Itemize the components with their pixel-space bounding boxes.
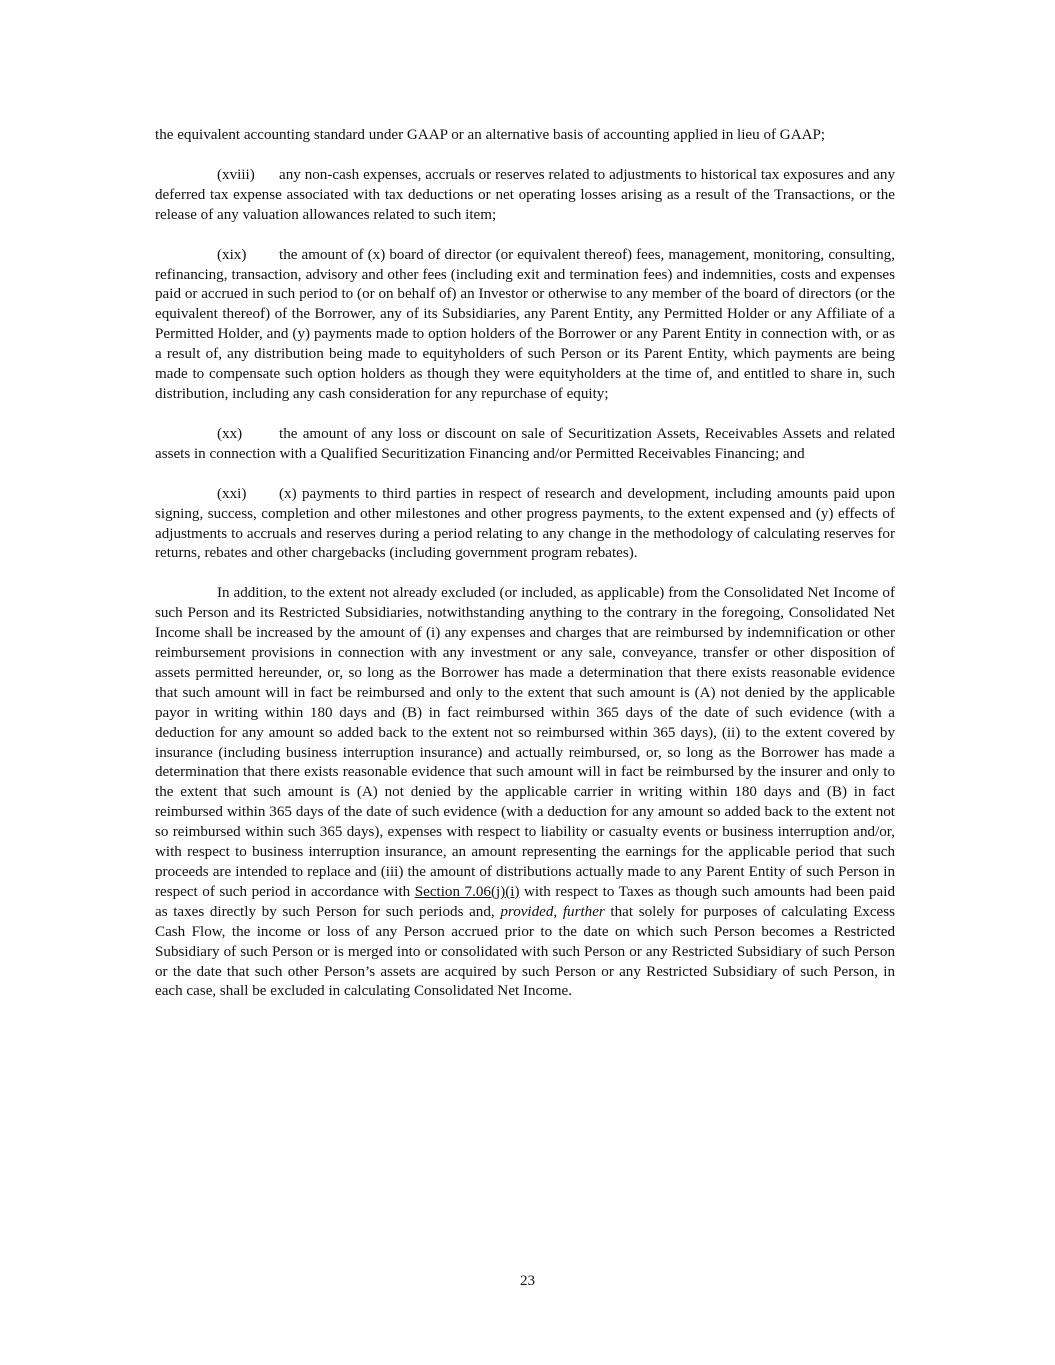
proviso-italic: provided, further	[500, 903, 605, 920]
clause-text: the amount of (x) board of director (or equivalent thereof) fees, management, monitoring, consulting, refinancing, transaction, advisory and other fees (including exit and termination fees) and indemnities, costs and expenses paid or accrued in such period to (or on behalf of) an Investor or otherwise to any member of the board of directors (or the equivalent thereof) of the Borrower, any of its Subsidiaries, any Parent Entity, any Permitted Holder or any Affiliate of a Permitted Holder, and (y) payments made to option holders of the Borrower or any Parent Entity in connection with, or as a result of, any distribution being made to equityholders of such Person or its Parent Entity, which payments are being made to compensate such option holders as though they were equityholders at the time of, and entitled to share in, such distribution, including any cash consideration for any repurchase of equity;	[155, 246, 895, 402]
clause-xxi	[155, 485, 895, 565]
clause-number: (xxi)	[217, 485, 247, 502]
clause-number: (xix)	[217, 246, 247, 263]
addition-text-2: with respect to Taxes as though such amounts had been paid as taxes directly by such Person for such periods and,	[155, 883, 895, 920]
addition-text-3: that solely for purposes of calculating Excess Cash Flow, the income or loss of any Person accrued prior to the date on which such Person becomes a Restricted Subsidiary of such Person or is merged into or consolidated with such Person or any Restricted Subsidiary of such Person or the date that such other Person’s assets are acquired by such Person or any Restricted Subsidiary of such Person, in each case, shall be excluded in calculating Consolidated Net Income.	[155, 903, 895, 1000]
addition-text-1: In addition, to the extent not already excluded (or included, as applicable) from the Consolidated Net Income of such Person and its Restricted Subsidiaries, notwithstanding anything to the contrary in the foregoing, Consolidated Net Income shall be increased by the amount of (i) any expenses and charges that are reimbursed by indemnification or other reimbursement provisions in connection with any investment or any sale, conveyance, transfer or other disposition of assets permitted hereunder, or, so long as the Borrower has made a determination that there exists reasonable evidence that such amount will in fact be reimbursed and only to the extent that such amount is (A) not denied by the applicable payor in writing within 180 days and (B) in fact reimbursed within 365 days of the date of such evidence (with a deduction for any amount so added back to the extent not so reimbursed within 365 days), (ii) to the extent covered by insurance (including business interruption insurance) and actually reimbursed, or, so long as the Borrower has made a determination that there exists reasonable evidence that such amount will in fact be reimbursed by the insurer and only to the extent that such amount is (A) not denied by the applicable carrier in writing within 180 days and (B) in fact reimbursed within 365 days of the date of such evidence (with a deduction for any amount so added back to the extent not so reimbursed within such 365 days), expenses with respect to liability or casualty events or business interruption and/or, with respect to business interruption insurance, an amount representing the earnings for the applicable period that such proceeds are intended to replace and (iii) the amount of distributions actually made to any Parent Entity of such Person in respect of such period in accordance with	[155, 585, 895, 900]
continuation-paragraph: the equivalent accounting standard under GAAP or an alternative basis of accounting applied in lieu of GAAP;	[155, 127, 826, 143]
document-body	[155, 126, 895, 1002]
clause-xviii	[155, 166, 895, 226]
clause-text: the amount of any loss or discount on sale of Securitization Assets, Receivables Assets and related assets in connection with a Qualified Securitization Financing and/or Permitted Receivables Financing; and	[155, 425, 895, 462]
clause-number: (xviii)	[217, 166, 255, 183]
clause-text: (x) payments to third parties in respect of research and development, including amounts paid upon signing, success, completion and other milestones and other progress payments, to the extent expensed and (y) effects of adjustments to accruals and reserves during a period relating to any change in the methodology of calculating reserves for returns, rebates and other chargebacks (including government program rebates).	[155, 485, 895, 562]
clause-number: (xx)	[217, 425, 243, 442]
clause-xx	[155, 425, 895, 465]
section-reference-link[interactable]: Section 7.06(j)(i)	[414, 883, 520, 900]
clause-xix	[155, 246, 895, 405]
page-number: 23	[519, 1273, 536, 1289]
clause-text: any non-cash expenses, accruals or reserves related to adjustments to historical tax exposures and any deferred tax expense associated with tax deductions or net operating losses arising as a result of the Transactions, or the release of any valuation allowances related to such item;	[155, 166, 895, 223]
addition-paragraph	[155, 584, 895, 1002]
